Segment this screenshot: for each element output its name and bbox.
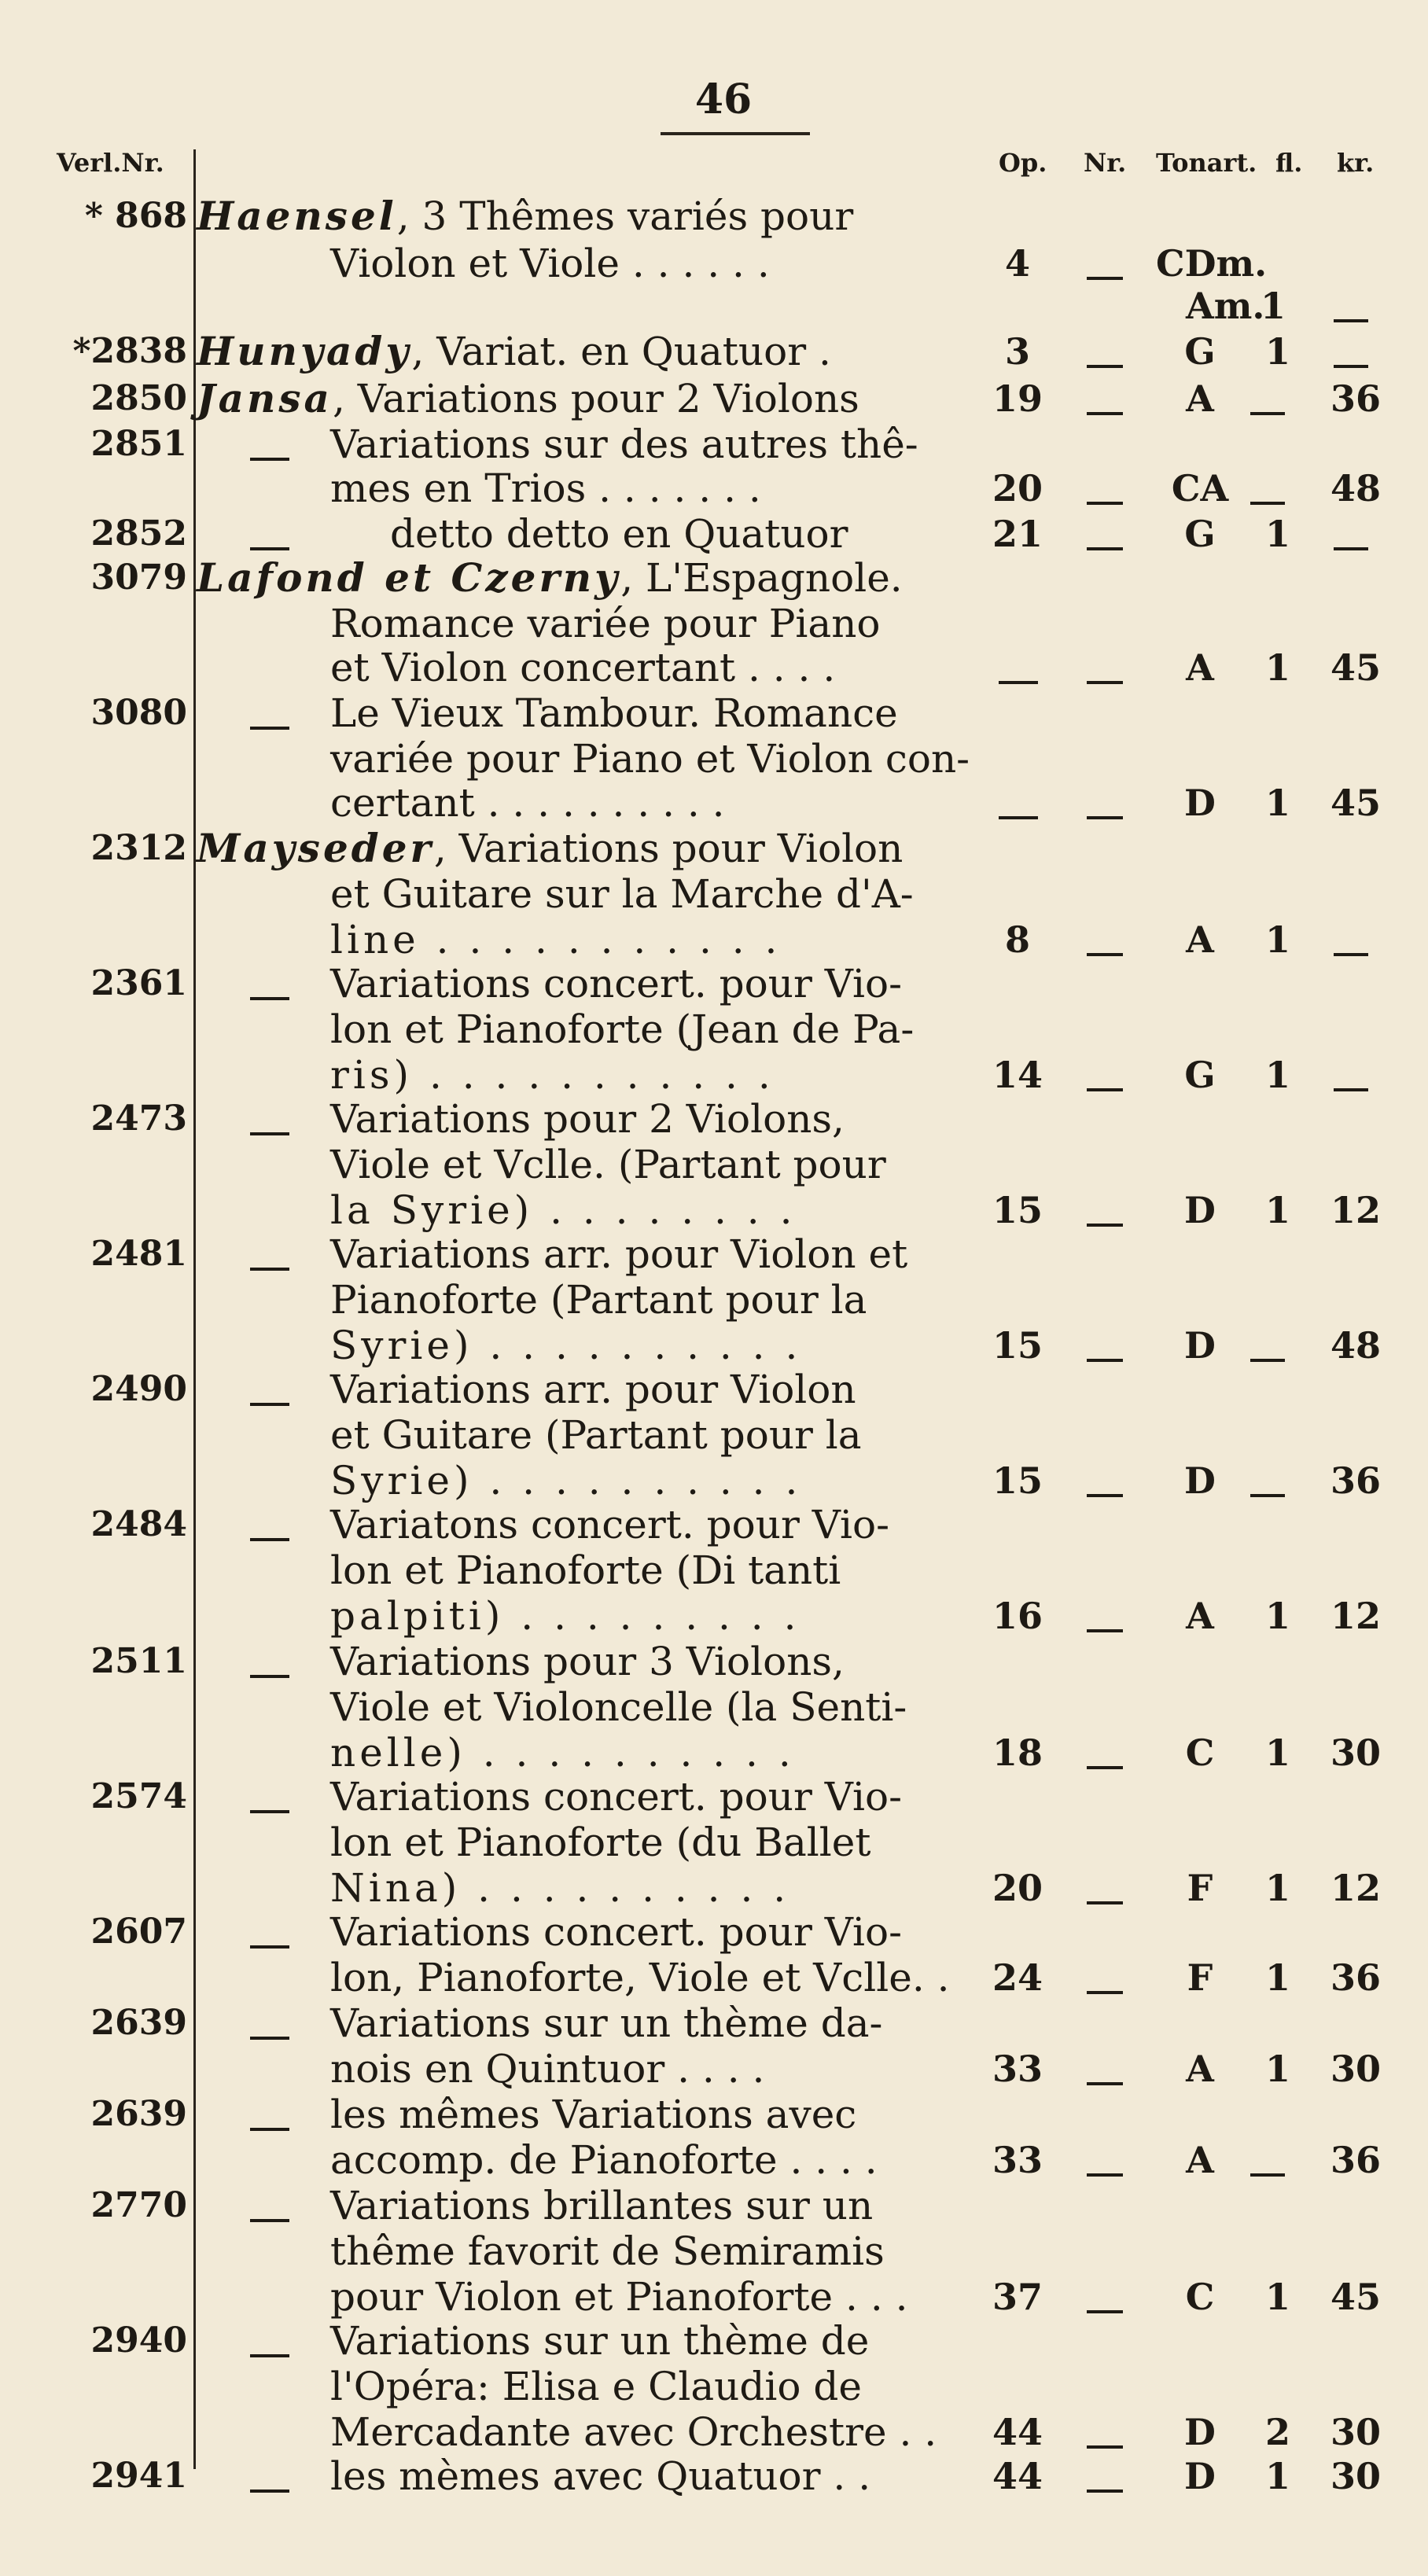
nr-dash <box>1087 412 1123 415</box>
verl-nr: 2941 <box>90 2456 187 2496</box>
entry-text: Variations pour 3 Violons, <box>330 1639 845 1684</box>
table-row <box>0 1906 1428 1958</box>
kr-dash <box>1334 953 1368 956</box>
table-row <box>0 1636 1428 1687</box>
nr-dash <box>1087 2310 1123 2313</box>
verl-nr: 2940 <box>90 2320 187 2361</box>
composer-name: Lafond et Czerny <box>197 554 621 601</box>
entry-text: , 3 Thêmes variés pour <box>396 193 854 239</box>
price-kr: 45 <box>1330 2276 1381 2318</box>
header-op: Op. <box>999 148 1047 178</box>
nr-dash <box>1087 1494 1123 1497</box>
tonart: A <box>1186 918 1214 961</box>
nr-dash <box>1087 502 1123 505</box>
table-row <box>0 2450 1428 2502</box>
price-fl: 1 <box>1264 1595 1290 1637</box>
table-row <box>0 1003 1428 1055</box>
entry-text: lon et Pianoforte (Di tanti <box>330 1547 841 1593</box>
price-kr: 36 <box>1330 1956 1381 1999</box>
table-row <box>0 1363 1428 1415</box>
opus: 14 <box>992 1054 1043 1096</box>
nr-dash <box>1087 1629 1123 1632</box>
table-row <box>0 822 1428 874</box>
nr-dash <box>1087 547 1123 550</box>
tonart: D <box>1184 1189 1216 1231</box>
nr-dash <box>1087 2445 1123 2449</box>
header-nr: Nr. <box>1084 148 1127 178</box>
nr-dash <box>1087 681 1123 684</box>
tonart: A <box>1186 1595 1214 1637</box>
ditto-dash <box>250 1132 289 1135</box>
op-dash <box>999 816 1038 819</box>
price-kr: 48 <box>1330 467 1381 510</box>
table-row <box>0 326 1428 377</box>
ditto-dash <box>250 2490 289 2493</box>
header-kr: kr. <box>1337 148 1375 178</box>
table-row <box>0 1952 1428 2004</box>
price-fl: 1 <box>1264 2455 1290 2497</box>
price-kr: 45 <box>1330 646 1381 689</box>
tonart: G <box>1184 1054 1216 1096</box>
nr-dash <box>1087 1088 1123 1091</box>
table-row <box>0 190 1428 242</box>
entry-text: Variations brillantes sur un <box>330 2183 874 2228</box>
price-kr: 12 <box>1330 1867 1381 1909</box>
nr-dash <box>1087 2173 1123 2177</box>
price-kr: 12 <box>1330 1595 1381 1637</box>
entry-text: ris) . . . . . . . . . . . <box>330 1052 775 1098</box>
ditto-dash <box>250 2354 289 2357</box>
price-fl: 1 <box>1260 285 1286 327</box>
price-fl: 1 <box>1264 1731 1290 1774</box>
ditto-dash <box>250 2128 289 2131</box>
price-fl: 1 <box>1264 1867 1290 1909</box>
entry-text: nelle) . . . . . . . . . . <box>330 1730 795 1776</box>
ditto-dash <box>250 1675 289 1678</box>
op-dash <box>999 681 1038 684</box>
price-fl: 1 <box>1264 1189 1290 1231</box>
opus: 20 <box>992 467 1043 510</box>
opus: 15 <box>992 1459 1043 1502</box>
table-row <box>0 373 1428 425</box>
fl-dash <box>1250 1359 1285 1362</box>
table-row <box>0 1816 1428 1868</box>
entry-text: accomp. de Pianoforte . . . . <box>330 2137 878 2183</box>
tonart: C <box>1185 1731 1215 1774</box>
composer-name: Mayseder <box>197 825 434 871</box>
tonart: F <box>1187 1956 1213 1999</box>
ditto-dash <box>250 458 289 461</box>
tonart: G <box>1184 513 1216 555</box>
page-number-rule <box>661 132 810 135</box>
price-fl: 1 <box>1264 330 1290 373</box>
ditto-dash <box>250 1268 289 1271</box>
verl-nr: 2850 <box>90 378 187 418</box>
entry-text: Viole et Vclle. (Partant pour <box>330 1142 886 1187</box>
table-row <box>0 1997 1428 2049</box>
entry-text: Variations sur des autres thê- <box>330 421 918 467</box>
table-row <box>0 1681 1428 1733</box>
table-row <box>0 1228 1428 1280</box>
opus: 37 <box>992 2276 1043 2318</box>
tonart: C <box>1185 2276 1215 2318</box>
entry-text: , Variations pour 2 Violons <box>332 376 859 421</box>
entry-text: Variations concert. pour Vio- <box>330 1909 902 1955</box>
table-row <box>0 958 1428 1010</box>
nr-dash <box>1087 1766 1123 1769</box>
header-fl: fl. <box>1275 148 1303 178</box>
opus: 16 <box>992 1595 1043 1637</box>
verl-nr: 2481 <box>90 1234 187 1274</box>
nr-dash <box>1087 1224 1123 1227</box>
price-fl: 1 <box>1264 782 1290 824</box>
entry-text: , Variations pour Violon <box>433 826 904 871</box>
opus: 15 <box>992 1324 1043 1367</box>
entry-text: Variations pour 2 Violons, <box>330 1096 845 1142</box>
fl-dash <box>1250 2173 1285 2177</box>
table-row <box>0 1409 1428 1461</box>
ditto-dash <box>250 547 289 550</box>
entry-text: Variations sur un thème de <box>330 2318 870 2364</box>
entry-text: , L'Espagnole. <box>620 555 903 601</box>
entry-text: lon et Pianoforte (Jean de Pa- <box>330 1006 915 1052</box>
table-row <box>0 552 1428 604</box>
opus: 15 <box>992 1189 1043 1231</box>
table-row <box>0 1590 1428 1642</box>
price-kr: 36 <box>1330 1459 1381 1502</box>
table-row <box>0 1544 1428 1596</box>
price-fl: 1 <box>1264 1054 1290 1096</box>
entry-text: la Syrie) . . . . . . . . <box>330 1187 797 1233</box>
tonart: A <box>1186 377 1214 420</box>
entry-text: les mêmes Variations avec <box>330 2092 857 2137</box>
ditto-dash <box>250 2037 289 2040</box>
table-row <box>0 642 1428 694</box>
table-row <box>0 2225 1428 2277</box>
tonart: F <box>1187 1867 1213 1909</box>
price-fl: 1 <box>1264 918 1290 961</box>
entry-text: lon, Pianoforte, Viole et Vclle. . <box>330 1955 950 2000</box>
ditto-dash <box>250 1945 289 1949</box>
table-row <box>0 2134 1428 2186</box>
tonart: CDm. <box>1156 242 1268 285</box>
tonart: A <box>1186 2139 1214 2181</box>
price-fl: 1 <box>1264 2048 1290 2090</box>
table-row <box>0 2180 1428 2232</box>
price-fl: 2 <box>1264 2411 1290 2453</box>
entry-text: lon et Pianoforte (du Ballet <box>330 1820 871 1865</box>
ditto-dash <box>250 727 289 730</box>
nr-dash <box>1087 365 1123 368</box>
opus: 24 <box>992 1956 1043 1999</box>
tonart: D <box>1184 2455 1216 2497</box>
table-row <box>0 462 1428 514</box>
nr-dash <box>1087 2490 1123 2493</box>
entry-text: , Variat. en Quatuor . <box>411 329 831 374</box>
entry-text: detto detto en Quatuor <box>390 511 848 557</box>
table-row <box>0 1771 1428 1823</box>
nr-dash <box>1087 2082 1123 2085</box>
nr-dash <box>1087 953 1123 956</box>
opus: 4 <box>1004 242 1030 285</box>
fl-dash <box>1250 412 1285 415</box>
entry-text: Nina) . . . . . . . . . . <box>330 1865 790 1911</box>
verl-nr: 2639 <box>90 2094 187 2134</box>
tonart: D <box>1184 1459 1216 1502</box>
price-fl: 1 <box>1264 513 1290 555</box>
price-kr: 36 <box>1330 2139 1381 2181</box>
table-row <box>0 2043 1428 2095</box>
tonart: G <box>1184 330 1216 373</box>
price-fl: 1 <box>1264 2276 1290 2318</box>
ditto-dash <box>250 1538 289 1541</box>
price-fl: 1 <box>1264 646 1290 689</box>
nr-dash <box>1087 816 1123 819</box>
entry-text: Romance variée pour Piano <box>330 601 881 646</box>
tonart: D <box>1184 2411 1216 2453</box>
price-kr: 12 <box>1330 1189 1381 1231</box>
tonart: Am. <box>1186 285 1265 327</box>
composer-name: Hunyady <box>197 328 412 374</box>
verl-nr: 2851 <box>90 424 187 464</box>
verl-nr: 3080 <box>90 693 187 733</box>
opus: 21 <box>992 513 1043 555</box>
table-row <box>0 777 1428 829</box>
tonart: A <box>1186 646 1214 689</box>
opus: 19 <box>992 377 1043 420</box>
entry-text: mes en Trios . . . . . . . <box>330 466 761 511</box>
verl-nr: 2607 <box>90 1912 187 1952</box>
opus: 3 <box>1004 330 1030 373</box>
kr-dash <box>1334 365 1368 368</box>
entry-text: et Guitare sur la Marche d'A- <box>330 871 914 917</box>
table-row <box>0 280 1428 332</box>
entry-text: palpiti) . . . . . . . . . <box>330 1593 800 1639</box>
verl-nr: 2473 <box>90 1098 187 1139</box>
table-row <box>0 868 1428 920</box>
table-row <box>0 2361 1428 2412</box>
price-fl: 1 <box>1264 1956 1290 1999</box>
opus: 44 <box>992 2455 1043 2497</box>
kr-dash <box>1334 319 1368 322</box>
entry-text: et Guitare (Partant pour la <box>330 1412 862 1458</box>
verl-nr: 2484 <box>90 1504 187 1544</box>
entry-text: variée pour Piano et Violon con- <box>330 736 970 782</box>
entry-text: et Violon concertant . . . . <box>330 645 836 690</box>
table-row <box>0 2088 1428 2140</box>
entry-text: Variations sur un thème da- <box>330 2000 883 2046</box>
table-row <box>0 1139 1428 1190</box>
header-tonart: Tonart. <box>1156 148 1257 178</box>
table-row <box>0 1274 1428 1326</box>
verl-nr: 2490 <box>90 1369 187 1409</box>
entry-text: Variations arr. pour Violon et <box>330 1231 908 1277</box>
entry-text: pour Violon et Pianoforte . . . <box>330 2274 908 2320</box>
table-row <box>0 1499 1428 1551</box>
fl-dash <box>1250 502 1285 505</box>
opus: 33 <box>992 2048 1043 2090</box>
price-kr: 30 <box>1330 2411 1381 2453</box>
table-row <box>0 1093 1428 1145</box>
kr-dash <box>1334 1088 1368 1091</box>
composer-name: Haensel <box>197 193 397 239</box>
entry-text: Viole et Violoncelle (la Senti- <box>330 1684 907 1730</box>
ditto-dash <box>250 997 289 1000</box>
verl-nr: *2838 <box>72 331 187 371</box>
entry-text: Violon et Viole . . . . . . <box>330 241 770 286</box>
ditto-dash <box>250 2219 289 2222</box>
composer-name: Jansa <box>197 375 333 421</box>
tonart: D <box>1184 782 1216 824</box>
opus: 44 <box>992 2411 1043 2453</box>
verl-nr: 2574 <box>90 1776 187 1816</box>
nr-dash <box>1087 1991 1123 1994</box>
nr-dash <box>1087 1359 1123 1362</box>
tonart: D <box>1184 1324 1216 1367</box>
opus: 20 <box>992 1867 1043 1909</box>
header-verl-nr: Verl.Nr. <box>57 148 164 178</box>
entry-text: Mercadante avec Orchestre . . <box>330 2409 937 2455</box>
table-row <box>0 687 1428 739</box>
nr-dash <box>1087 1901 1123 1904</box>
entry-text: Syrie) . . . . . . . . . . <box>330 1323 802 1368</box>
entry-text: Variatons concert. pour Vio- <box>330 1502 889 1547</box>
price-kr: 30 <box>1330 2455 1381 2497</box>
entry-text: Le Vieux Tambour. Romance <box>330 690 898 736</box>
table-row <box>0 2315 1428 2367</box>
price-kr: 48 <box>1330 1324 1381 1367</box>
verl-nr: 2511 <box>90 1641 187 1681</box>
entry-text: Pianoforte (Partant pour la <box>330 1277 867 1323</box>
entry-text: Variations concert. pour Vio- <box>330 1774 902 1820</box>
entry-text: line . . . . . . . . . . . <box>330 917 782 962</box>
entry-text: Syrie) . . . . . . . . . . <box>330 1458 802 1503</box>
entry-text: certant . . . . . . . . . . <box>330 780 725 826</box>
entry-text: nois en Quintuor . . . . <box>330 2046 765 2092</box>
price-kr: 30 <box>1330 1731 1381 1774</box>
entry-text: Variations arr. pour Violon <box>330 1367 856 1412</box>
ditto-dash <box>250 1403 289 1406</box>
verl-nr: 2852 <box>90 513 187 554</box>
verl-nr: 2770 <box>90 2185 187 2225</box>
entry-text: les mèmes avec Quatuor . . <box>330 2453 871 2499</box>
ditto-dash <box>250 1810 289 1813</box>
page-number: 46 <box>694 75 753 123</box>
opus: 18 <box>992 1731 1043 1774</box>
tonart: CA <box>1171 467 1229 510</box>
verl-nr: 2361 <box>90 963 187 1003</box>
tonart: A <box>1186 2048 1214 2090</box>
verl-nr: 3079 <box>90 558 187 598</box>
opus: 8 <box>1004 918 1030 961</box>
fl-dash <box>1250 1494 1285 1497</box>
entry-text: thême favorit de Semiramis <box>330 2228 885 2274</box>
kr-dash <box>1334 547 1368 550</box>
entry-text: Variations concert. pour Vio- <box>330 961 902 1006</box>
verl-nr: 2312 <box>90 828 187 868</box>
price-kr: 30 <box>1330 2048 1381 2090</box>
entry-text: l'Opéra: Elisa e Claudio de <box>330 2364 862 2409</box>
price-kr: 36 <box>1330 377 1381 420</box>
price-kr: 45 <box>1330 782 1381 824</box>
verl-nr: 2639 <box>90 2003 187 2043</box>
opus: 33 <box>992 2139 1043 2181</box>
verl-nr: * 868 <box>84 196 187 236</box>
